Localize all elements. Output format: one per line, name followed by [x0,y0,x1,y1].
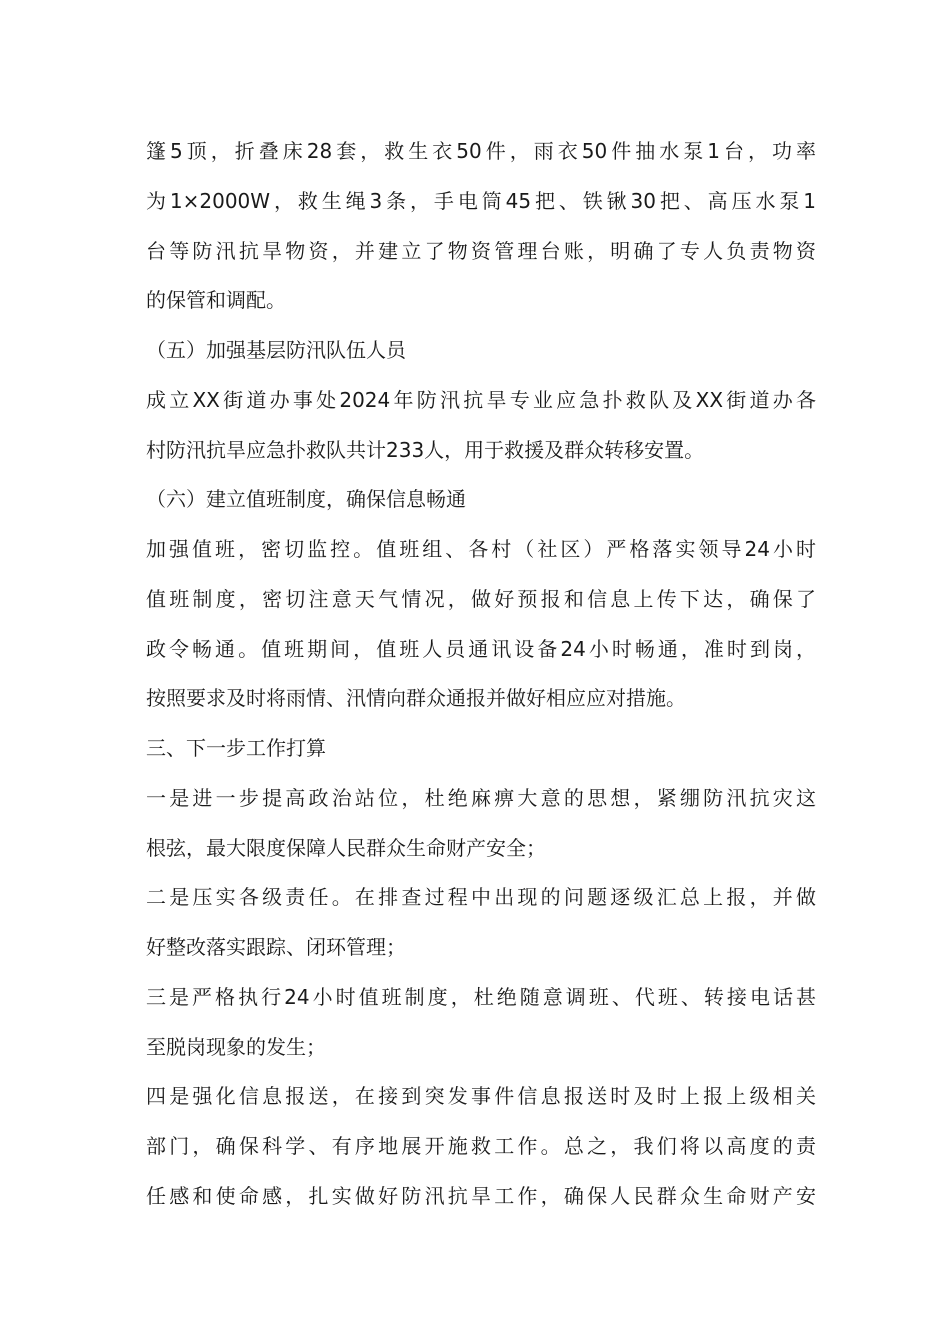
text-line: 政令畅通。值班期间，值班人员通讯设备24小时畅通，准时到岗， [146,637,816,661]
text-line: 一是进一步提高政治站位，杜绝麻痹大意的思想，紧绷防汛抗灾这 [146,786,816,810]
text-line: 台等防汛抗旱物资，并建立了物资管理台账，明确了专人负责物资 [146,239,816,263]
text-line: 按照要求及时将雨情、汛情向群众通报并做好相应应对措施。 [146,686,686,710]
text-line: 三是严格执行24小时值班制度，杜绝随意调班、代班、转接电话甚 [146,985,816,1009]
text-line: 至脱岗现象的发生； [146,1035,326,1059]
text-line: 的保管和调配。 [146,288,286,312]
section-heading: 三、下一步工作打算 [146,736,326,760]
text-line: 好整改落实跟踪、闭环管理； [146,935,406,959]
text-line: 篷5顶，折叠床28套，救生衣50件，雨衣50件抽水泵1台，功率 [146,139,816,163]
text-line: 村防汛抗旱应急扑救队共计233人，用于救援及群众转移安置。 [146,438,705,462]
text-line: 加强值班，密切监控。值班组、各村（社区）严格落实领导24小时 [146,537,816,561]
text-line: 四是强化信息报送，在接到突发事件信息报送时及时上报上级相关 [146,1084,816,1108]
section-heading: （五）加强基层防汛队伍人员 [146,338,406,362]
text-line: 部门，确保科学、有序地展开施救工作。总之，我们将以高度的责 [146,1134,816,1158]
text-line: 二是压实各级责任。在排查过程中出现的问题逐级汇总上报，并做 [146,885,816,909]
text-line: 任感和使命感，扎实做好防汛抗旱工作，确保人民群众生命财产安 [146,1184,816,1208]
text-line: 为1×2000W，救生绳3条，手电筒45把、铁锹30把、高压水泵1 [146,189,816,213]
text-line: 成立XX街道办事处2024年防汛抗旱专业应急扑救队及XX街道办各 [146,388,816,412]
text-line: 根弦，最大限度保障人民群众生命财产安全； [146,836,546,860]
text-line: 值班制度，密切注意天气情况，做好预报和信息上传下达，确保了 [146,587,816,611]
section-heading: （六）建立值班制度，确保信息畅通 [146,487,466,511]
